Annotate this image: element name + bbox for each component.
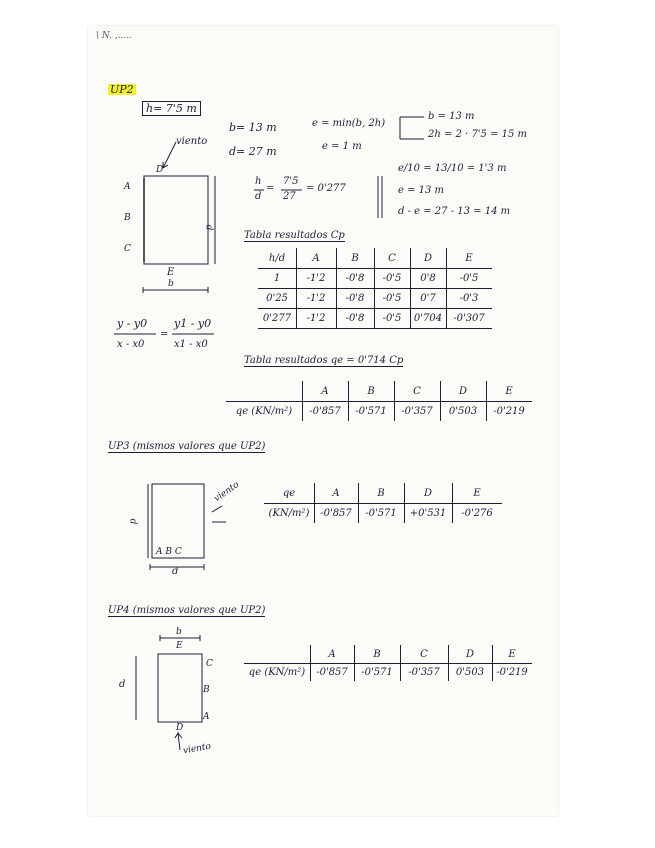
table-cp-cell-r2-c2: -0'8 [345, 292, 365, 304]
table-cp-cell-r0-c2: B [351, 252, 359, 264]
table-qe-cell-r1-c4: 0'503 [448, 405, 478, 417]
up2-wind-arrow [163, 142, 176, 168]
up2-b-dim [143, 287, 208, 293]
table-cp-cell-r0-c4: D [423, 252, 433, 264]
table-up3-cell-r0-c1: A [332, 487, 340, 499]
bracket [400, 117, 424, 139]
interp-eq: = [160, 329, 169, 340]
table-up4-cell-r0-c1: A [328, 648, 336, 660]
frac-h: h [255, 176, 262, 187]
table-cp-cell-r3-c0: 0'277 [262, 312, 292, 324]
up3-d-dim [150, 564, 204, 570]
up2-diag-A: A [124, 182, 131, 192]
table-qe-cell-r1-c2: -0'571 [355, 405, 387, 417]
up4-diag-A: A [203, 712, 210, 722]
up3-title: UP3 (mismos valores que UP2) [108, 441, 266, 452]
table-qe-cell-r0-c1: A [321, 385, 329, 397]
up2-building [144, 176, 208, 264]
table-qe-cell-r0-c2: B [367, 385, 375, 397]
table-up3-cell-r1-c4: -0'276 [461, 507, 493, 519]
table-qe-cell-r1-c5: -0'219 [493, 405, 525, 417]
up2-diag-C: C [124, 244, 131, 254]
table-up3-cell-r1-c0: (KN/m²) [268, 507, 310, 519]
up2-diag-d: d [203, 224, 214, 231]
table-up4-cell-r1-c5: -0'219 [496, 666, 528, 678]
frac-eq: = [266, 183, 275, 194]
table-up3-cell-r0-c0: qe [282, 487, 296, 499]
table-qe-cell-r1-c3: -0'357 [401, 405, 433, 417]
up2-d-value: d= 27 m [229, 145, 277, 158]
separator-lines [378, 176, 382, 218]
up3-building [152, 484, 204, 558]
table-up3-cell-r1-c2: -0'571 [365, 507, 397, 519]
up3-diag-d-bottom: d [172, 566, 179, 577]
table-up4-cell-r0-c4: D [465, 648, 475, 660]
table-qe-cell-r0-c4: D [458, 385, 468, 397]
table-cp-cell-r1-c3: -0'5 [382, 272, 402, 284]
up4-title: UP4 (mismos valores que UP2) [108, 605, 266, 616]
table-cp-cell-r3-c1: -1'2 [306, 312, 326, 324]
table-cp-cell-r1-c0: 1 [273, 272, 281, 284]
up4-wind-arrow [175, 733, 182, 750]
table-qe-cell-r0-c5: E [505, 385, 513, 397]
interp-rhs-den: x1 - x0 [174, 339, 208, 350]
interp-rhs-num: y1 - y0 [174, 317, 212, 330]
table-up4-cell-r1-c4: 0'503 [455, 666, 485, 678]
table-up3-cell-r1-c3: +0'531 [409, 507, 447, 519]
table-up4-cell-r0-c5: E [508, 648, 516, 660]
up3-viento-label: viento [212, 479, 242, 505]
up2-diag-D: D [156, 165, 164, 175]
table-cp-cell-r3-c5: -0'307 [453, 312, 485, 324]
up2-two-h: 2h = 2 · 7'5 = 15 m [428, 129, 528, 140]
table-up3-cell-r0-c2: B [377, 487, 385, 499]
table-cp-cell-r2-c3: -0'5 [382, 292, 402, 304]
e-over-10: e/10 = 13/10 = 1'3 m [398, 163, 507, 174]
table-cp-cell-r3-c2: -0'8 [345, 312, 365, 324]
up2-viento-label: viento [176, 136, 208, 147]
table-cp-cell-r2-c1: -1'2 [306, 292, 326, 304]
up4-diag-C: C [206, 659, 213, 669]
up2-e-definition: e = min(b, 2h) [312, 118, 386, 129]
table-cp-cell-r2-c4: 0'7 [420, 292, 436, 304]
table-cp-cell-r0-c0: h/d [268, 252, 286, 264]
up4-diag-B: B [203, 685, 210, 695]
table-up3-cell-r1-c1: -0'857 [320, 507, 352, 519]
table-cp-cell-r3-c4: 0'704 [413, 312, 443, 324]
header-scribble: \ N. ,..... [96, 31, 133, 41]
frac-result: = 0'277 [306, 183, 346, 194]
table-up4-cell-r1-c0: qe (KN/m²) [248, 666, 306, 678]
table-up4-cell-r1-c3: -0'357 [408, 666, 440, 678]
table-up4-cell-r0-c2: B [373, 648, 381, 660]
table-up3-cell-r0-c3: D [423, 487, 433, 499]
up3-diag-abc: A B C [156, 547, 182, 557]
up4-b-dim [160, 635, 200, 641]
up2-diag-E: E [167, 267, 175, 278]
up4-diag-b: b [176, 627, 182, 637]
up4-diag-D: D [176, 723, 184, 733]
table-cp-cell-r0-c1: A [312, 252, 320, 264]
e-equals: e = 13 m [398, 185, 445, 196]
table-qe-title: Tabla resultados qe = 0'714 Cp [244, 355, 404, 366]
table-cp-cell-r2-c0: 0'25 [266, 292, 288, 304]
up2-label: UP2 [110, 83, 134, 96]
up2-diag-B: B [124, 213, 131, 223]
table-cp-cell-r3-c3: -0'5 [382, 312, 402, 324]
up2-b-value: b= 13 m [229, 121, 277, 134]
up2-b-right: b = 13 m [428, 111, 475, 122]
up4-diag-d: d [119, 679, 126, 690]
table-cp-cell-r1-c4: 0'8 [420, 272, 436, 284]
up4-building [158, 654, 202, 722]
frac-num: 7'5 [283, 176, 299, 187]
table-cp-title: Tabla resultados Cp [244, 230, 345, 241]
table-qe-cell-r0-c3: C [413, 385, 421, 397]
table-qe-cell-r1-c1: -0'857 [309, 405, 341, 417]
frac-d: d [255, 191, 262, 202]
table-cp-cell-r1-c1: -1'2 [306, 272, 326, 284]
interp-lhs-den: x - x0 [117, 339, 145, 350]
up4-viento-label: viento [182, 741, 212, 757]
up3-wind-arrow [212, 506, 226, 522]
table-cp-cell-r0-c5: E [465, 252, 473, 264]
table-cp-cell-r0-c3: C [388, 252, 396, 264]
table-up4-cell-r0-c3: C [420, 648, 428, 660]
up2-h-value: h= 7'5 m [142, 101, 201, 116]
table-up3-cell-r0-c4: E [473, 487, 481, 499]
d-minus-e: d - e = 27 - 13 = 14 m [398, 206, 511, 217]
table-qe-cell-r1-c0: qe (KN/m²) [235, 405, 293, 417]
up2-e-value: e = 1 m [322, 141, 362, 152]
table-cp-cell-r1-c5: -0'5 [459, 272, 479, 284]
up3-diag-d-side: d [127, 518, 138, 525]
table-up4-cell-r1-c1: -0'857 [316, 666, 348, 678]
frac-den: 27 [283, 191, 296, 202]
table-up4-cell-r1-c2: -0'571 [361, 666, 393, 678]
interp-lhs-num: y - y0 [117, 317, 148, 330]
up4-diag-E: E [176, 641, 183, 651]
table-cp-cell-r1-c2: -0'8 [345, 272, 365, 284]
table-cp-cell-r2-c5: -0'3 [459, 292, 479, 304]
up2-diag-b: b [168, 279, 174, 289]
